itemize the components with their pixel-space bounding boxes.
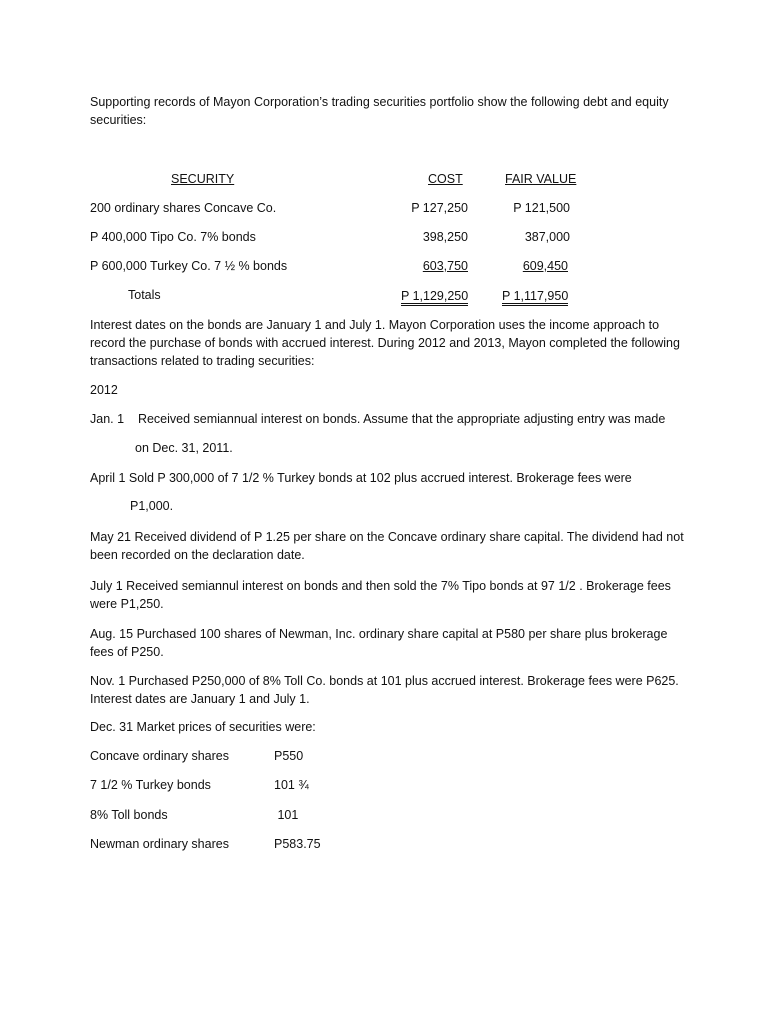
market-price-toll: 101 xyxy=(274,808,299,822)
totals-label: Totals xyxy=(128,288,161,302)
totals-cost: P 1,129,250 xyxy=(401,289,468,306)
intro-paragraph: Supporting records of Mayon Corporation’s trading securities portfolio show the following debt and equity securities: xyxy=(90,95,669,127)
totals-fair-value: P 1,117,950 xyxy=(502,289,568,306)
market-price-turkey: 101 ¾ xyxy=(274,778,309,792)
apr1-line-1: April 1 Sold P 300,000 of 7 1/2 % Turkey bonds at 102 plus accrued interest. Brokerage fees were xyxy=(90,471,632,485)
interest-paragraph: Interest dates on the bonds are January 1 and July 1. Mayon Corporation uses the income approach to record the purchase of bonds with accrued interest. During 2012 and 2013, Mayon completed the following transactions related to trading securities: xyxy=(90,318,680,368)
market-name-concave: Concave ordinary shares xyxy=(90,749,229,763)
dec31-line: Dec. 31 Market prices of securities were: xyxy=(90,720,316,734)
header-fair-value: FAIR VALUE xyxy=(505,172,577,186)
market-price-newman: P583.75 xyxy=(274,837,321,851)
may21-paragraph: May 21 Received dividend of P 1.25 per share on the Concave ordinary share capital. The dividend had not been recorded on the declaration date. xyxy=(90,530,684,562)
row-2-cost: 398,250 xyxy=(422,230,468,244)
header-cost: COST xyxy=(428,172,463,186)
header-security: SECURITY xyxy=(171,172,235,186)
market-name-newman: Newman ordinary shares xyxy=(90,837,229,851)
row-1-cost: P 127,250 xyxy=(411,201,468,215)
year-heading: 2012 xyxy=(90,383,118,397)
aug15-paragraph: Aug. 15 Purchased 100 shares of Newman, Inc. ordinary share capital at P580 per share plus brokerage fees of P250. xyxy=(90,627,668,659)
nov1-paragraph: Nov. 1 Purchased P250,000 of 8% Toll Co. bonds at 101 plus accrued interest. Brokerage fees were P625. Interest dates are January 1 and July 1. xyxy=(90,674,679,706)
row-1-security: 200 ordinary shares Concave Co. xyxy=(90,201,277,215)
row-3-fair-value: 609,450 xyxy=(522,259,568,273)
market-name-toll: 8% Toll bonds xyxy=(90,808,168,822)
row-2-fair-value: 387,000 xyxy=(524,230,570,244)
row-3-cost: 603,750 xyxy=(422,259,468,273)
row-3-security: P 600,000 Turkey Co. 7 ½ % bonds xyxy=(90,259,288,273)
jan1-line-1: Jan. 1 Received semiannual interest on bonds. Assume that the appropriate adjusting entry was made xyxy=(90,412,666,426)
jan1-line-2: on Dec. 31, 2011. xyxy=(135,441,233,455)
row-1-fair-value: P 121,500 xyxy=(513,201,570,215)
row-2-security: P 400,000 Tipo Co. 7% bonds xyxy=(90,230,256,244)
market-name-turkey: 7 1/2 % Turkey bonds xyxy=(90,778,211,792)
market-price-concave: P550 xyxy=(274,749,304,763)
apr1-line-2: P1,000. xyxy=(130,499,174,513)
jul1-paragraph: July 1 Received semiannul interest on bonds and then sold the 7% Tipo bonds at 97 1/2 . Brokerage fees were P1,250. xyxy=(90,579,671,611)
